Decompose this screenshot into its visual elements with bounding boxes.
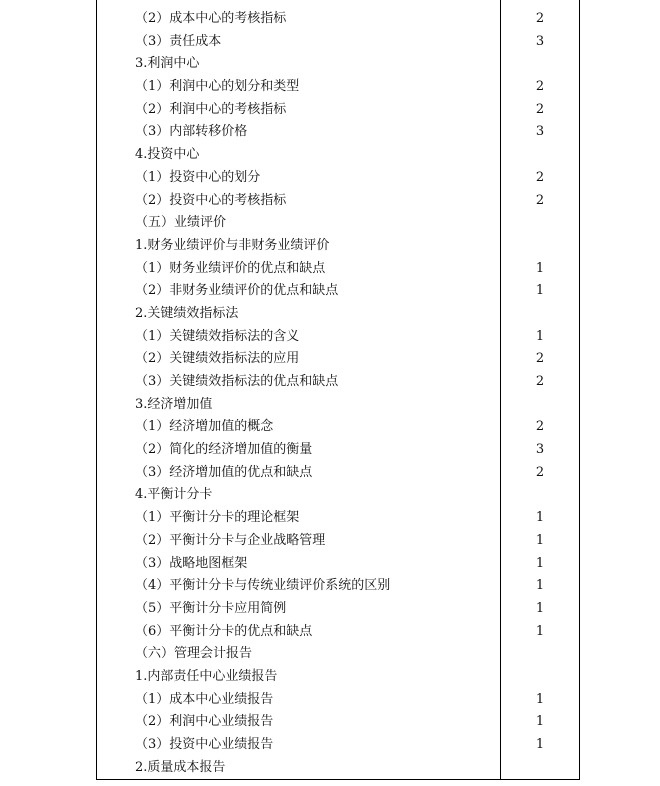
level-value: 1 bbox=[535, 737, 545, 752]
item-text: （1）关键绩效指标法的含义 bbox=[135, 328, 300, 344]
table-row bbox=[97, 280, 579, 303]
table-row bbox=[97, 99, 579, 122]
table-row bbox=[97, 190, 579, 213]
item-text: （五）业绩评价 bbox=[135, 215, 227, 231]
table-row bbox=[97, 121, 579, 144]
table-row bbox=[97, 303, 579, 326]
table-row bbox=[97, 507, 579, 530]
item-text: （1）财务业绩评价的优点和缺点 bbox=[135, 260, 326, 276]
table-rows bbox=[97, 8, 579, 779]
table-row bbox=[97, 757, 579, 780]
table-row bbox=[97, 416, 579, 439]
item-text: （5）平衡计分卡应用简例 bbox=[135, 600, 287, 616]
syllabus-table bbox=[96, 0, 580, 780]
table-row bbox=[97, 144, 579, 167]
table-row bbox=[97, 530, 579, 553]
item-text: （2）成本中心的考核指标 bbox=[135, 11, 287, 26]
item-text: （2）利润中心的考核指标 bbox=[135, 101, 287, 117]
table-row bbox=[97, 348, 579, 371]
table-row bbox=[97, 76, 579, 99]
item-text: （3）责任成本 bbox=[135, 33, 222, 49]
table-row bbox=[97, 462, 579, 485]
table-row bbox=[97, 621, 579, 644]
level-value: 1 bbox=[535, 510, 545, 526]
table-row bbox=[97, 575, 579, 598]
level-value: 1 bbox=[535, 600, 545, 616]
item-text: （2）简化的经济增加值的衡量 bbox=[135, 442, 313, 458]
table-row bbox=[97, 439, 579, 462]
item-text: 1.内部责任中心业绩报告 bbox=[135, 668, 278, 684]
item-text: （六）管理会计报告 bbox=[135, 646, 253, 662]
level-value: 2 bbox=[535, 79, 545, 95]
item-text: （3）经济增加值的优点和缺点 bbox=[135, 464, 313, 480]
table-row bbox=[97, 643, 579, 666]
item-text: （2）非财务业绩评价的优点和缺点 bbox=[135, 283, 339, 299]
item-text: （1）投资中心的划分 bbox=[135, 169, 261, 185]
level-value: 2 bbox=[535, 192, 545, 208]
table-row bbox=[97, 212, 579, 235]
level-value: 1 bbox=[535, 260, 545, 276]
level-value: 2 bbox=[535, 351, 545, 367]
item-text: 1.财务业绩评价与非财务业绩评价 bbox=[135, 237, 330, 253]
item-text: 4.平衡计分卡 bbox=[135, 487, 213, 503]
table-row bbox=[97, 598, 579, 621]
level-value: 1 bbox=[535, 691, 545, 707]
item-text: （1）利润中心的划分和类型 bbox=[135, 79, 300, 95]
item-text: （1）经济增加值的概念 bbox=[135, 419, 274, 435]
level-value: 2 bbox=[535, 101, 545, 117]
level-value: 3 bbox=[535, 124, 545, 140]
level-value: 1 bbox=[535, 283, 545, 299]
table-row bbox=[97, 553, 579, 576]
level-value: 2 bbox=[535, 11, 545, 26]
item-text: 4.投资中心 bbox=[135, 147, 200, 163]
level-value: 3 bbox=[535, 442, 545, 458]
table-row bbox=[97, 326, 579, 349]
table-row bbox=[97, 235, 579, 258]
item-text: （3）战略地图框架 bbox=[135, 555, 248, 571]
level-value: 1 bbox=[535, 328, 545, 344]
item-text: （6）平衡计分卡的优点和缺点 bbox=[135, 623, 313, 639]
level-value: 1 bbox=[535, 623, 545, 639]
level-value: 2 bbox=[535, 464, 545, 480]
item-text: （2）利润中心业绩报告 bbox=[135, 714, 274, 730]
item-text: （2）投资中心的考核指标 bbox=[135, 192, 287, 208]
table-row bbox=[97, 711, 579, 734]
level-value: 1 bbox=[535, 532, 545, 548]
table-row bbox=[97, 31, 579, 54]
item-text: （3）投资中心业绩报告 bbox=[135, 737, 274, 752]
level-value: 2 bbox=[535, 169, 545, 185]
table-row bbox=[97, 394, 579, 417]
item-text: （3）关键绩效指标法的优点和缺点 bbox=[135, 374, 339, 389]
table-row bbox=[97, 53, 579, 76]
level-value: 2 bbox=[535, 374, 545, 389]
level-value: 1 bbox=[535, 714, 545, 730]
table-row bbox=[97, 167, 579, 190]
item-text: 2.关键绩效指标法 bbox=[135, 305, 239, 321]
item-text: 3.经济增加值 bbox=[135, 396, 213, 412]
item-text: （2）平衡计分卡与企业战略管理 bbox=[135, 532, 326, 548]
table-row bbox=[97, 258, 579, 281]
level-value: 1 bbox=[535, 578, 545, 594]
item-text: （1）平衡计分卡的理论框架 bbox=[135, 510, 300, 526]
level-value: 3 bbox=[535, 33, 545, 49]
table-row bbox=[97, 689, 579, 712]
table-row bbox=[97, 666, 579, 689]
item-text: 3.利润中心 bbox=[135, 56, 200, 72]
table-row bbox=[97, 484, 579, 507]
item-text: （4）平衡计分卡与传统业绩评价系统的区别 bbox=[135, 578, 391, 594]
item-text: （2）关键绩效指标法的应用 bbox=[135, 351, 300, 367]
table-row bbox=[97, 371, 579, 394]
level-value: 1 bbox=[535, 555, 545, 571]
level-value: 2 bbox=[535, 419, 545, 435]
table-row bbox=[97, 8, 579, 31]
item-text: 2.质量成本报告 bbox=[135, 759, 226, 775]
item-text: （1）成本中心业绩报告 bbox=[135, 691, 274, 707]
table-row bbox=[97, 734, 579, 757]
item-text: （3）内部转移价格 bbox=[135, 124, 248, 140]
